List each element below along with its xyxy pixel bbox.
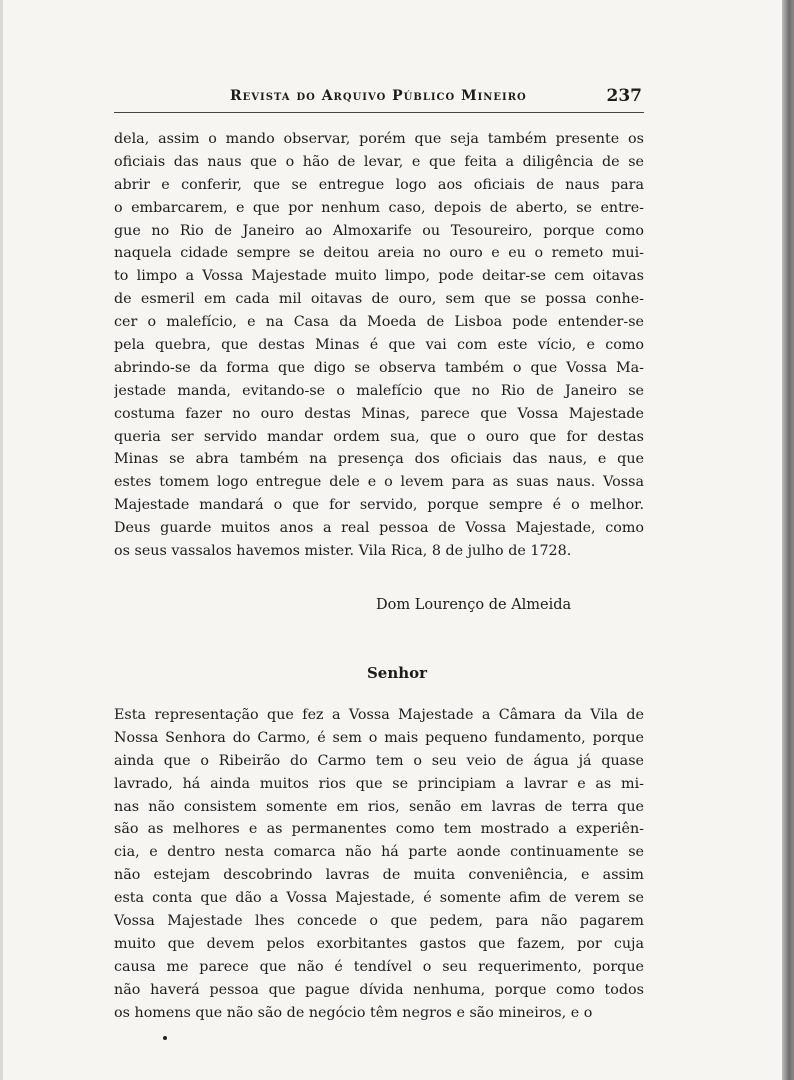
text-line: gue no Rio de Janeiro ao Almoxarife ou Tesoureiro, porque como [114,222,644,239]
running-header [114,82,644,113]
text-line: muito que devem pelos exorbitantes gastos que fazem, por cuja [114,935,644,952]
text-line: ainda que o Ribeirão do Carmo tem o seu veio de água já quase [114,752,644,769]
text-line: abrindo-se da forma que digo se observa também o que Vossa Ma- [114,359,644,376]
text-line: Nossa Senhora do Carmo, é sem o mais pequeno fundamento, porque [114,729,644,746]
text-line: cia, e dentro nesta comarca não há parte aonde continuamente se [114,844,644,861]
page-number: 237 [606,86,642,106]
text-line: são as melhores e as permanentes como tem mostrado a experiên- [114,821,644,838]
text-line: costuma fazer no ouro destas Minas, parece que Vossa Majestade [114,405,644,422]
text-line: de esmeril em cada mil oitavas de ouro, sem que se possa conhe- [114,291,644,308]
text-line: estes tomem logo entregue dele e o levem para as suas naus. Vossa [114,474,644,491]
page-right-edge-shadow [782,0,794,1080]
text-line: os seus vassalos havemos mister. Vila Rica, 8 de julho de 1728. [114,543,572,560]
text-line: não estejam descobrindo lavras de muita conveniência, e assim [114,867,644,884]
text-line: queria ser servido mandar ordem sua, que o ouro que for destas [114,428,644,445]
text-line: Majestade mandará o que for servido, porque sempre é o melhor. [114,497,644,514]
section-heading: Senhor [366,664,428,682]
page-left-edge [0,0,3,1080]
text-line: esta conta que dão a Vossa Majestade, é somente afim de verem se [114,890,644,907]
text-line: não haverá pessoa que pague dívida nenhuma, porque como todos [114,981,644,998]
text-line: pela quebra, que destas Minas é que vai com este vício, e como [114,337,644,354]
signature: Dom Lourenço de Almeida [376,597,572,613]
letter-body [114,128,644,563]
running-title: Revista do Arquivo Público Mineiro [230,88,527,104]
text-line: Deus guarde muitos anos a real pessoa de Vossa Majestade, como [114,520,644,537]
text-line: Minas se abra também na presença dos oficiais das naus, e que [114,451,644,468]
text-line: Vossa Majestade lhes concede o que pedem, para não pagarem [114,913,644,930]
text-line: cer o malefício, e na Casa da Moeda de Lisboa pode entender-se [114,314,644,331]
text-line: os homens que não são de negócio têm negros e são mineiros, e o [114,1004,593,1021]
text-line: o embarcarem, e que por nenhum caso, depois de aberto, se entre- [114,199,644,216]
text-line: Esta representação que fez a Vossa Majestade a Câmara da Vila de [114,707,644,723]
text-line: oficiais das naus que o hão de levar, e que feita a diligência de se [114,153,644,170]
text-line: abrir e conferir, que se entregue logo aos oficiais de naus para [114,176,644,193]
text-line: naquela cidade sempre se deitou areia no ouro e eu o remeto mui- [114,245,644,262]
section-body [114,704,644,1024]
text-line: dela, assim o mando observar, porém que seja também presente os [114,131,644,147]
text-line: lavrado, há ainda muitos rios que se principiam a lavrar e as mi- [114,775,644,792]
text-line: jestade manda, evitando-se o malefício que no Rio de Janeiro se [114,382,644,399]
text-line: to limpo a Vossa Majestade muito limpo, pode deitar-se cem oitavas [114,268,644,285]
ink-dot [163,1036,167,1040]
text-line: causa me parece que não é tendível o seu requerimento, porque [114,958,644,975]
text-line: nas não consistem somente em rios, senão em lavras de terra que [114,798,644,815]
